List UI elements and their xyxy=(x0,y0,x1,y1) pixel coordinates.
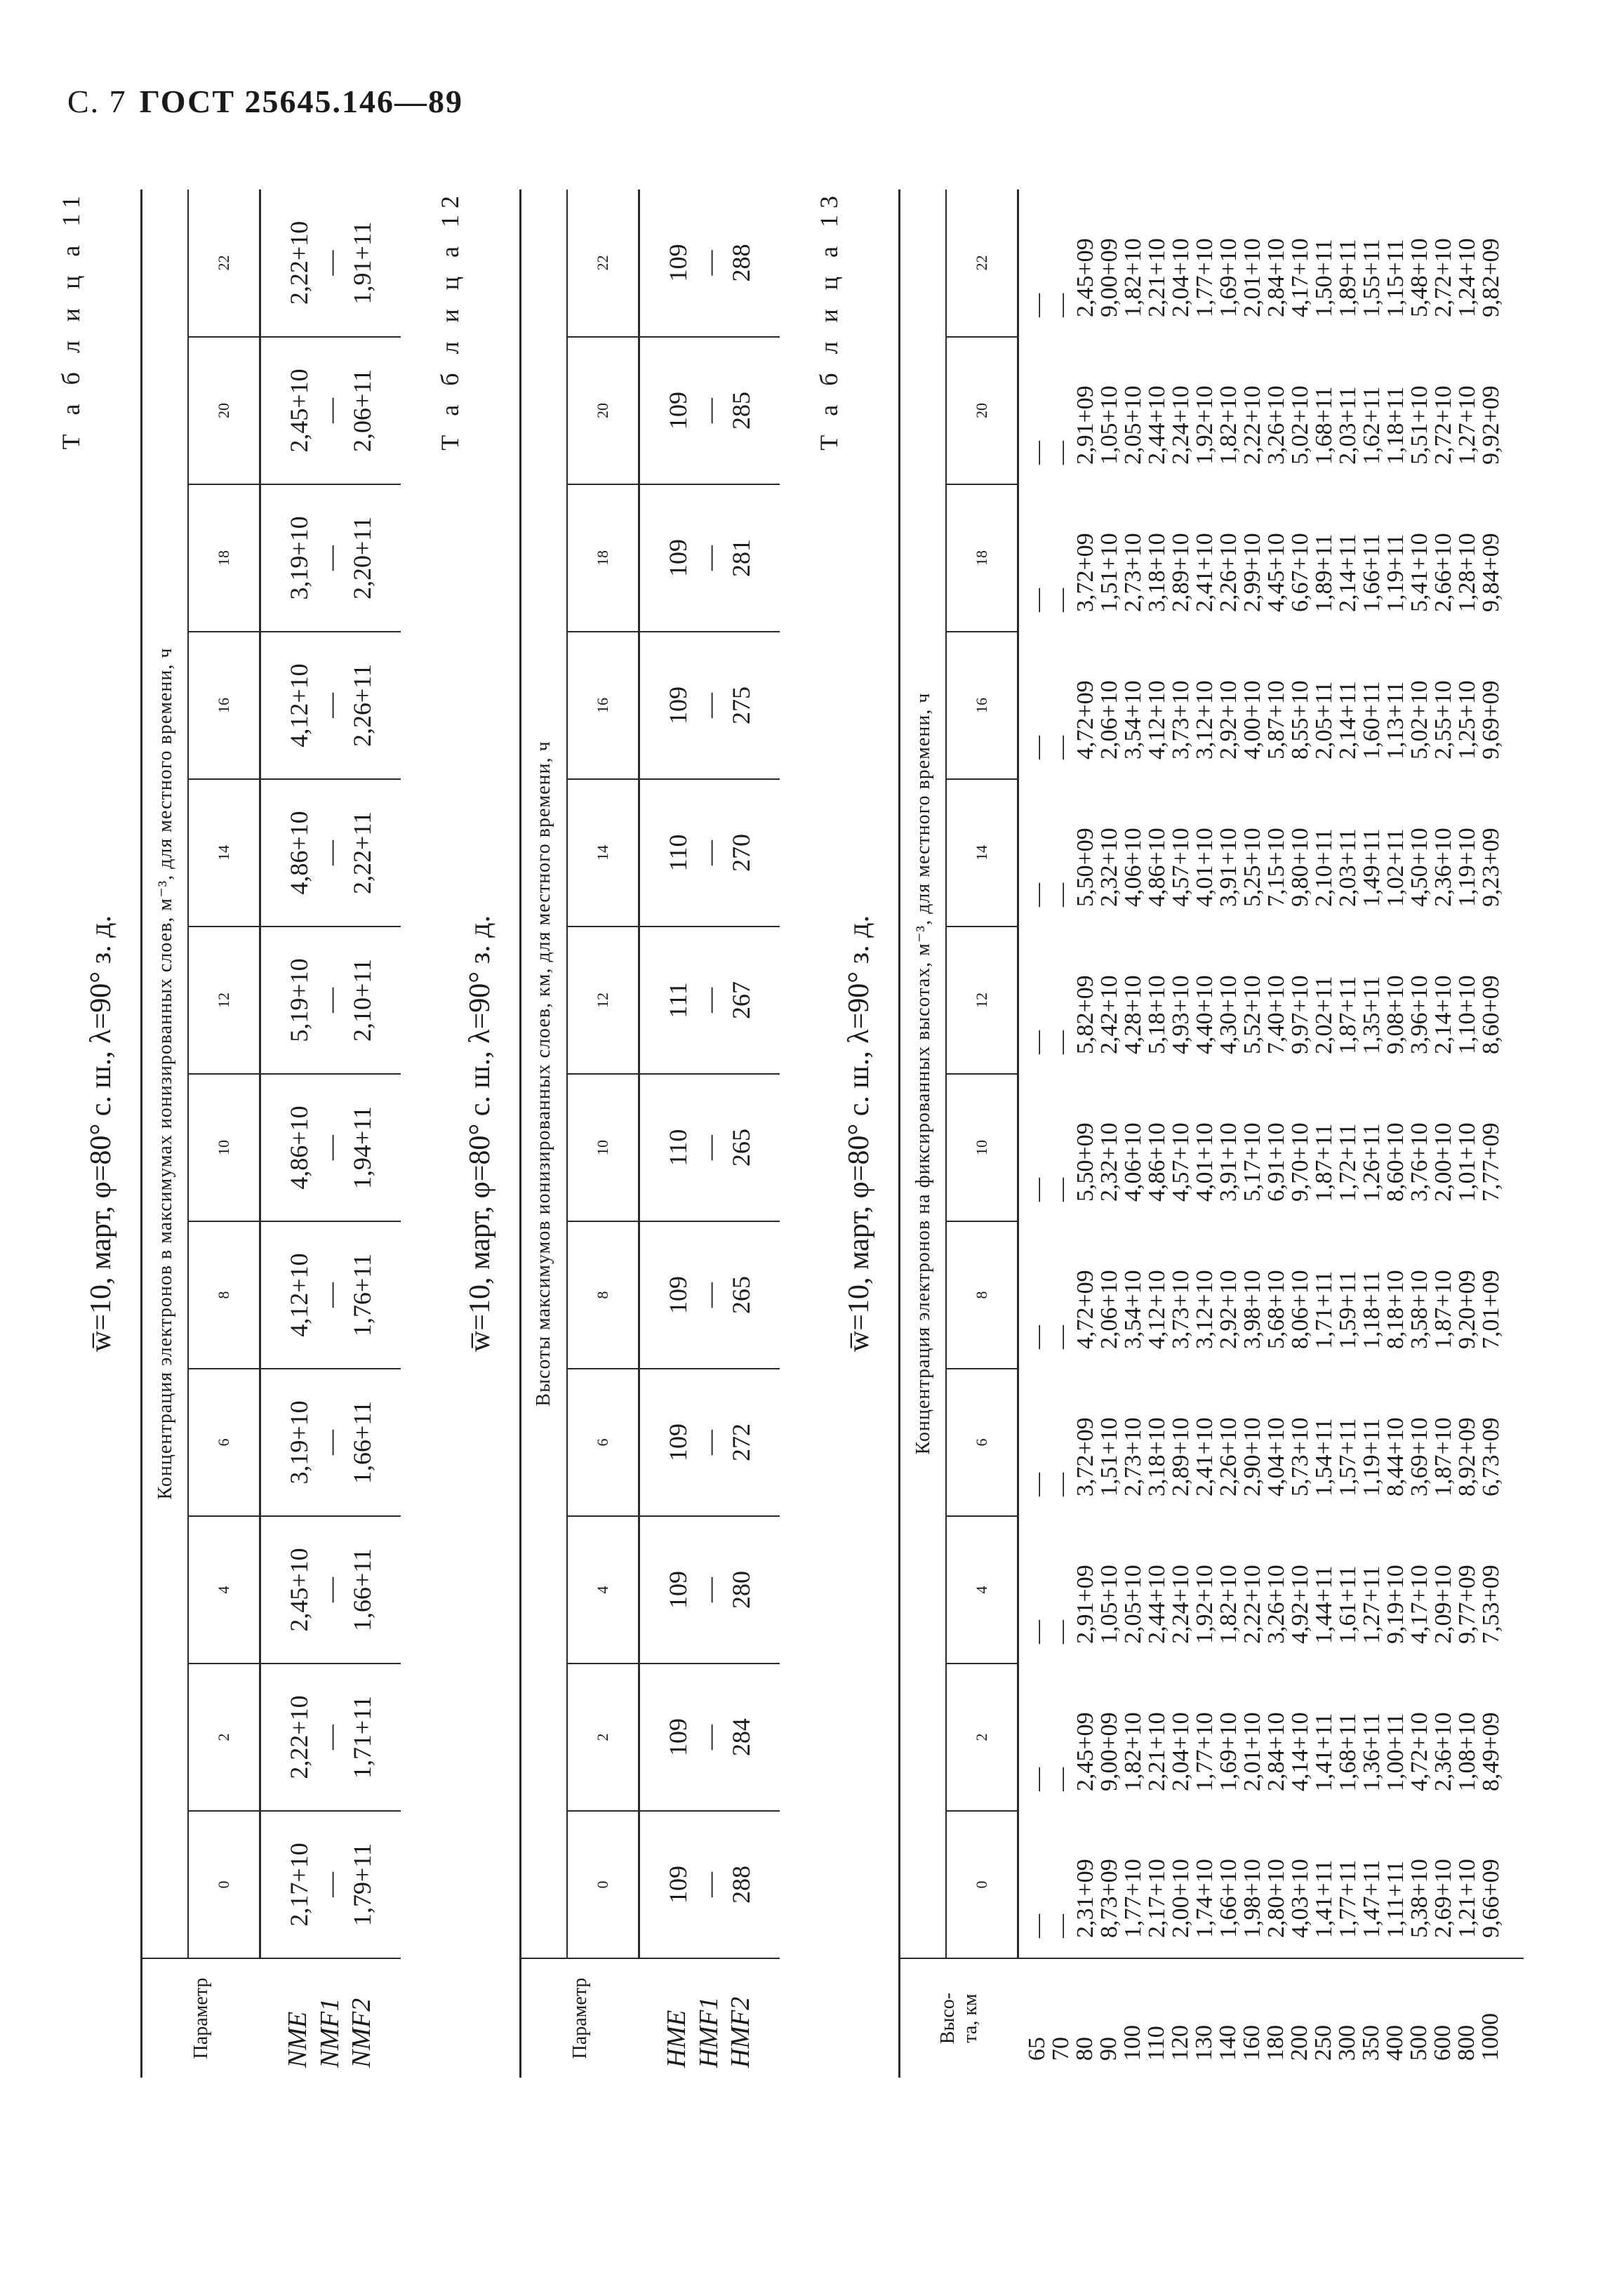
row-names: NME NMF1 NMF2 xyxy=(260,1958,401,2078)
cell-value: 2,17+10 xyxy=(284,1843,313,1927)
cell-value: — xyxy=(695,1135,724,1160)
hour-header: 20 xyxy=(567,337,639,484)
cell-value: 109 xyxy=(663,1718,692,1756)
hour-header: 20 xyxy=(188,337,260,484)
hour-header: 18 xyxy=(946,484,1018,632)
table-13-subtitle: w̅=10, март, φ=80° с. ш., λ=90° з. д. xyxy=(843,915,875,1353)
hour-header: 6 xyxy=(946,1369,1018,1516)
hour-header: 12 xyxy=(567,927,639,1074)
cell-value: — xyxy=(695,1282,724,1308)
cell-value: — xyxy=(316,398,345,423)
cell-value: 110 xyxy=(663,834,692,872)
cell-value: — xyxy=(316,693,345,718)
cell-value: — xyxy=(695,1725,724,1750)
table-12-caption: Высоты максимумов ионизированных слоев, км, для местного времени, ч xyxy=(521,190,568,1958)
table-cell xyxy=(639,484,780,632)
cell-value: 288 xyxy=(726,1866,755,1904)
table-11 xyxy=(140,190,401,2078)
hour-header: 12 xyxy=(946,927,1018,1074)
param-header: Параметр xyxy=(142,1958,260,2078)
hour-header: 8 xyxy=(188,1221,260,1369)
cell-value: 1,71+11 xyxy=(347,1696,376,1779)
cell-value: — xyxy=(695,1577,724,1602)
table-row xyxy=(260,190,401,2078)
table-12-subtitle: w̅=10, март, φ=80° с. ш., λ=90° з. д. xyxy=(464,915,496,1353)
table-cell xyxy=(260,190,401,337)
value-column: — — 2,45+09 9,00+09 1,82+10 2,21+10 2,04+10 1,77+10 1,69+10 2,01+10 2,84+10 4,14+10 1,41+11 1,68+11 1,36+11 1,00+11 4,72+10 2,36+10 1,08+10 8,49+09 xyxy=(1025,1712,1504,1791)
hour-header: 2 xyxy=(567,1664,639,1811)
table-cell xyxy=(260,1074,401,1221)
heights-column: 65 70 80 90 100 110 120 130 140 160 180 200 250 300 350 400 500 600 800 1000 xyxy=(1018,1958,1524,2078)
hour-header: 22 xyxy=(188,190,260,337)
hour-header: 8 xyxy=(567,1221,639,1369)
table-cell xyxy=(639,1811,780,1958)
hour-header: 0 xyxy=(188,1811,260,1958)
cell-value: 5,19+10 xyxy=(284,958,313,1042)
cell-value: 267 xyxy=(726,981,755,1019)
cell-value: 1,79+11 xyxy=(347,1843,376,1926)
cell-value: 2,22+10 xyxy=(284,1695,313,1779)
cell-value: — xyxy=(316,1430,345,1455)
hour-header: 22 xyxy=(567,190,639,337)
cell-value: 109 xyxy=(663,539,692,577)
value-column: — — 5,50+09 2,32+10 4,06+10 4,86+10 4,57+10 4,01+10 3,91+10 5,25+10 7,15+10 9,80+10 2,10+11 2,03+11 1,49+11 1,02+11 4,50+10 2,36+10 1,19+10 9,23+09 xyxy=(1025,828,1504,907)
hour-header: 12 xyxy=(188,927,260,1074)
table-13-caption: Концентрация электронов на фиксированных высотах, м⁻³, для местного времени, ч xyxy=(900,190,947,1958)
value-column: — — 5,82+09 2,42+10 4,28+10 5,18+10 4,93+10 4,40+10 4,30+10 5,52+10 7,40+10 9,97+10 2,02+11 1,87+11 1,35+11 9,08+10 3,96+10 2,14+10 1,10+10 8,60+09 xyxy=(1025,975,1504,1054)
cell-value: 4,86+10 xyxy=(284,1106,313,1190)
cell-value: — xyxy=(695,1872,724,1897)
table-cell xyxy=(639,779,780,927)
hour-header: 2 xyxy=(188,1664,260,1811)
value-column: — — 2,91+09 1,05+10 2,05+10 2,44+10 2,24+10 1,92+10 1,82+10 2,22+10 3,26+10 5,02+10 1,68+11 2,03+11 1,62+11 1,18+11 5,51+10 2,72+10 1,27+10 9,92+09 xyxy=(1025,385,1504,465)
height-header: Высо- та, км xyxy=(900,1958,1018,2078)
hour-header: 16 xyxy=(946,632,1018,779)
hour-header: 4 xyxy=(188,1516,260,1664)
cell-value: 2,06+11 xyxy=(347,369,376,452)
table-cell xyxy=(639,927,780,1074)
hour-header: 6 xyxy=(567,1369,639,1516)
cell-value: 2,45+10 xyxy=(284,369,313,453)
cell-value: — xyxy=(695,840,724,865)
cell-value: — xyxy=(316,1872,345,1897)
hour-header: 18 xyxy=(188,484,260,632)
cell-value: 4,12+10 xyxy=(284,663,313,748)
hour-header: 0 xyxy=(946,1811,1018,1958)
cell-value: 281 xyxy=(726,539,755,577)
table-cell xyxy=(260,1221,401,1369)
cell-value: 2,10+11 xyxy=(347,959,376,1042)
table-12 xyxy=(519,190,780,2078)
table-cell xyxy=(260,1369,401,1516)
cell-value: — xyxy=(316,250,345,276)
table-cell xyxy=(260,779,401,927)
hour-header: 10 xyxy=(567,1074,639,1221)
cell-value: 109 xyxy=(663,1571,692,1609)
cell-value: 4,12+10 xyxy=(284,1253,313,1337)
hour-header: 10 xyxy=(188,1074,260,1221)
value-column: — — 4,72+09 2,06+10 3,54+10 4,12+10 3,73+10 3,12+10 2,92+10 3,98+10 5,68+10 8,06+10 1,71+11 1,59+11 1,18+11 8,18+10 3,58+10 1,87+10 9,20+09 7,01+09 xyxy=(1025,1270,1504,1349)
value-column: — — 4,72+09 2,06+10 3,54+10 4,12+10 3,73+10 3,12+10 2,92+10 4,00+10 5,87+10 8,55+10 2,05+11 2,14+11 1,60+11 1,13+11 5,02+10 2,55+10 1,25+10 9,69+09 xyxy=(1025,680,1504,759)
cell-value: 109 xyxy=(663,1423,692,1461)
cell-value: 280 xyxy=(726,1571,755,1609)
table-cell xyxy=(639,1516,780,1664)
cell-value: — xyxy=(316,1577,345,1602)
hour-header: 4 xyxy=(567,1516,639,1664)
table-cell xyxy=(260,1664,401,1811)
table-13-block xyxy=(814,190,1586,2078)
cell-value: 109 xyxy=(663,1866,692,1904)
table-13 xyxy=(898,190,1524,2078)
cell-value: 3,19+10 xyxy=(284,516,313,600)
cell-value: 1,66+11 xyxy=(347,1548,376,1631)
cell-value: 1,94+11 xyxy=(347,1106,376,1189)
cell-value: 111 xyxy=(663,982,692,1018)
cell-value: 275 xyxy=(726,686,755,724)
table-11-subtitle: w̅=10, март, φ=80° с. ш., λ=90° з. д. xyxy=(85,915,117,1353)
cell-value: 2,20+11 xyxy=(347,517,376,599)
hour-header: 2 xyxy=(946,1664,1018,1811)
hour-header: 14 xyxy=(946,779,1018,927)
cell-value: — xyxy=(695,1430,724,1455)
hour-header: 6 xyxy=(188,1369,260,1516)
table-13-label: Т а б л и ц а 13 xyxy=(815,190,843,451)
cell-value: — xyxy=(316,545,345,571)
table-row xyxy=(639,190,780,2078)
value-column: — — 2,45+09 9,00+09 1,82+10 2,21+10 2,04+10 1,77+10 1,69+10 2,01+10 2,84+10 4,17+10 1,50+11 1,89+11 1,55+11 1,15+11 5,48+10 2,72+10 1,24+10 9,82+09 xyxy=(1025,238,1504,317)
cell-value: 109 xyxy=(663,1276,692,1314)
cell-value: 2,22+11 xyxy=(347,811,376,894)
hour-header: 10 xyxy=(946,1074,1018,1221)
table-cell xyxy=(639,1221,780,1369)
cell-value: 1,91+11 xyxy=(347,221,376,305)
rotated-content xyxy=(0,140,1624,2218)
table-cell xyxy=(260,927,401,1074)
cell-value: — xyxy=(695,398,724,423)
cell-value: 265 xyxy=(726,1129,755,1167)
table-cell xyxy=(639,1074,780,1221)
cell-value: 4,86+10 xyxy=(284,811,313,895)
cell-value: — xyxy=(316,1135,345,1160)
param-header: Параметр xyxy=(521,1958,639,2078)
hour-header: 18 xyxy=(567,484,639,632)
cell-value: — xyxy=(695,988,724,1013)
table-cell xyxy=(260,484,401,632)
cell-value: — xyxy=(695,250,724,276)
hour-header: 14 xyxy=(567,779,639,927)
hour-header: 14 xyxy=(188,779,260,927)
standard-number: ГОСТ 25645.146—89 xyxy=(139,84,464,119)
cell-value: — xyxy=(695,545,724,571)
cell-value: 3,19+10 xyxy=(284,1400,313,1485)
table-cell xyxy=(260,337,401,484)
cell-value: 272 xyxy=(726,1423,755,1461)
cell-value: — xyxy=(695,693,724,718)
value-column: — — 2,31+09 8,73+09 1,77+10 2,17+10 2,00+10 1,74+10 1,66+10 1,98+10 2,80+10 4,03+10 1,41+11 1,77+11 1,47+11 1,11+11 5,38+10 2,69+10 1,21+10 9,66+09 xyxy=(1025,1859,1504,1938)
table-cell xyxy=(639,337,780,484)
hour-header: 22 xyxy=(946,190,1018,337)
cell-value: 109 xyxy=(663,686,692,724)
table-12-label: Т а б л и ц а 12 xyxy=(436,190,464,451)
hours-row xyxy=(567,190,639,2078)
row-names: HME HMF1 HMF2 xyxy=(639,1958,780,2078)
hour-header: 0 xyxy=(567,1811,639,1958)
cell-value: 284 xyxy=(726,1718,755,1756)
table-row xyxy=(1018,190,1524,2078)
hour-header: 16 xyxy=(567,632,639,779)
cell-value: — xyxy=(316,1282,345,1308)
cell-value: — xyxy=(316,840,345,865)
value-column: — — 3,72+09 1,51+10 2,73+10 3,18+10 2,89+10 2,41+10 2,26+10 2,99+10 4,45+10 6,67+10 1,89+11 2,14+11 1,66+11 1,19+11 5,41+10 2,66+10 1,28+10 9,84+09 xyxy=(1025,533,1504,612)
table-11-label: Т а б л и ц а 11 xyxy=(57,190,85,450)
hour-header: 8 xyxy=(946,1221,1018,1369)
cell-value: 109 xyxy=(663,244,692,282)
cell-value: 2,45+10 xyxy=(284,1548,313,1632)
table-11-caption: Концентрация электронов в максимумах ионизированных слоев, м⁻³, для местного времени, ч xyxy=(142,190,189,1958)
value-column: — — 2,91+09 1,05+10 2,05+10 2,44+10 2,24+10 1,92+10 1,82+10 2,22+10 3,26+10 4,92+10 1,44+11 1,61+11 1,27+11 9,19+10 4,17+10 2,09+10 9,77+09 7,53+09 xyxy=(1025,1565,1504,1644)
table-cell xyxy=(639,1664,780,1811)
hours-row xyxy=(188,190,260,2078)
table-cell xyxy=(260,632,401,779)
table-cell xyxy=(260,1516,401,1664)
hour-header: 16 xyxy=(188,632,260,779)
cell-value: 270 xyxy=(726,834,755,872)
cell-value: 265 xyxy=(726,1276,755,1314)
cell-value: 285 xyxy=(726,392,755,430)
hour-header: 20 xyxy=(946,337,1018,484)
value-column: — — 5,50+09 2,32+10 4,06+10 4,86+10 4,57+10 4,01+10 3,91+10 5,17+10 6,91+10 9,70+10 1,87+11 1,72+11 1,26+11 8,60+10 3,76+10 2,00+10 1,01+10 7,77+09 xyxy=(1025,1122,1504,1202)
cell-value: 1,76+11 xyxy=(347,1254,376,1336)
value-column: — — 3,72+09 1,51+10 2,73+10 3,18+10 2,89+10 2,41+10 2,26+10 2,90+10 4,04+10 5,73+10 1,54+11 1,57+11 1,19+11 8,44+10 3,69+10 1,87+10 8,92+09 6,73+09 xyxy=(1025,1417,1504,1496)
hours-row xyxy=(946,190,1018,2078)
table-cell xyxy=(260,1811,401,1958)
cell-value: 2,26+11 xyxy=(347,664,376,747)
hour-header: 4 xyxy=(946,1516,1018,1664)
cell-value: — xyxy=(316,1725,345,1750)
table-11-block xyxy=(56,190,449,2078)
table-cell xyxy=(639,1369,780,1516)
cell-value: 109 xyxy=(663,392,692,430)
page-number: С. 7 xyxy=(67,84,127,119)
cell-value: 2,22+10 xyxy=(284,220,313,305)
page-header xyxy=(67,83,463,120)
cell-value: 288 xyxy=(726,244,755,282)
table-12-block xyxy=(435,190,828,2078)
cell-value: — xyxy=(316,988,345,1013)
table-cell xyxy=(639,632,780,779)
cell-value: 110 xyxy=(663,1129,692,1167)
cell-value: 1,66+11 xyxy=(347,1401,376,1484)
table-cell xyxy=(639,190,780,337)
